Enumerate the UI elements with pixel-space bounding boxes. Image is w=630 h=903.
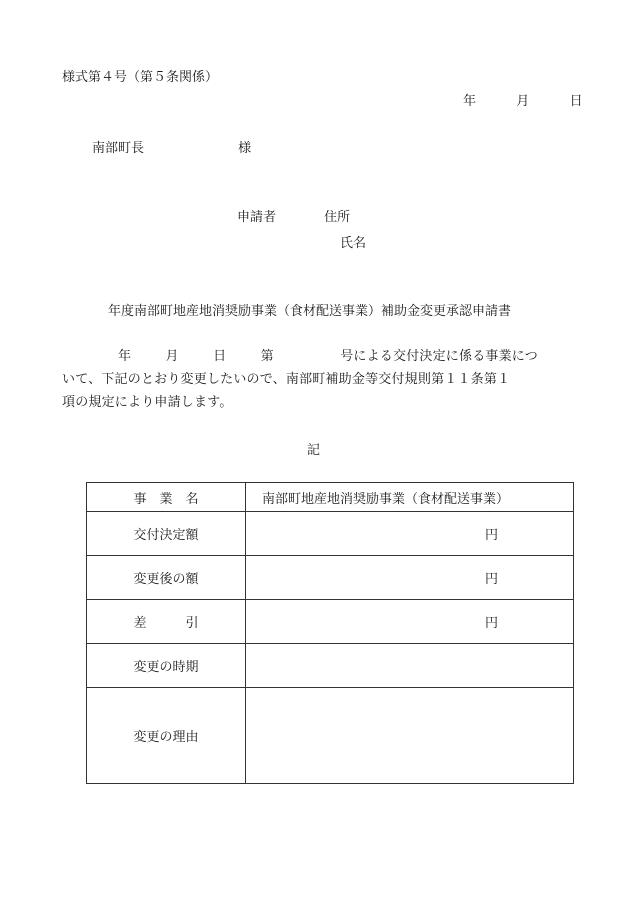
addressee-honorific: 様 (238, 141, 252, 156)
body-year: 年 (118, 349, 132, 364)
row-value-project-name: 南部町地産地消奨励事業（食材配送事業） (246, 483, 574, 512)
row-label-difference: 差 引 (87, 600, 246, 644)
date-month-label: 月 (516, 94, 530, 109)
row-value-amount-after[interactable]: 円 (246, 556, 574, 600)
body-month: 月 (165, 349, 179, 364)
body-day: 日 (213, 349, 227, 364)
table-row (87, 512, 574, 556)
applicant-name-label: 氏名 (340, 236, 367, 251)
date-year-label: 年 (463, 94, 477, 109)
row-value-difference[interactable]: 円 (246, 600, 574, 644)
row-label-grant-decision: 交付決定額 (87, 512, 246, 556)
row-value-change-reason[interactable] (246, 688, 574, 784)
ki-marker: 記 (307, 443, 321, 458)
addressee-name: 南部町長 (92, 141, 145, 156)
applicant-address-label: 住所 (324, 210, 351, 225)
table-row (87, 688, 574, 784)
table-row (87, 556, 574, 600)
body-line3: 項の規定により申請します。 (62, 395, 233, 410)
date-day-label: 日 (569, 94, 583, 109)
row-label-amount-after: 変更後の額 (87, 556, 246, 600)
table-row (87, 644, 574, 688)
table-row (87, 483, 574, 512)
body-paragraph (62, 345, 572, 414)
applicant-line (237, 206, 350, 225)
addressee (92, 137, 251, 156)
row-label-change-timing: 変更の時期 (87, 644, 246, 688)
date-line (463, 90, 583, 109)
body-line2: いて、下記のとおり変更したいので、南部町補助金等交付規則第１１条第１ (62, 372, 511, 387)
document-title: 年度南部町地産地消奨励事業（食材配送事業）補助金変更承認申請書 (108, 304, 512, 319)
row-label-project-name: 事 業 名 (87, 483, 246, 512)
row-label-change-reason: 変更の理由 (87, 688, 246, 784)
detail-table (86, 482, 574, 784)
table-row (87, 600, 574, 644)
applicant-label: 申請者 (237, 210, 277, 225)
row-value-change-timing[interactable] (246, 644, 574, 688)
body-dai: 第 (260, 349, 274, 364)
form-number: 様式第４号（第５条関係） (62, 70, 219, 85)
body-line1-rest: 号による交付決定に係る事業につ (340, 349, 538, 364)
row-value-grant-decision[interactable]: 円 (246, 512, 574, 556)
